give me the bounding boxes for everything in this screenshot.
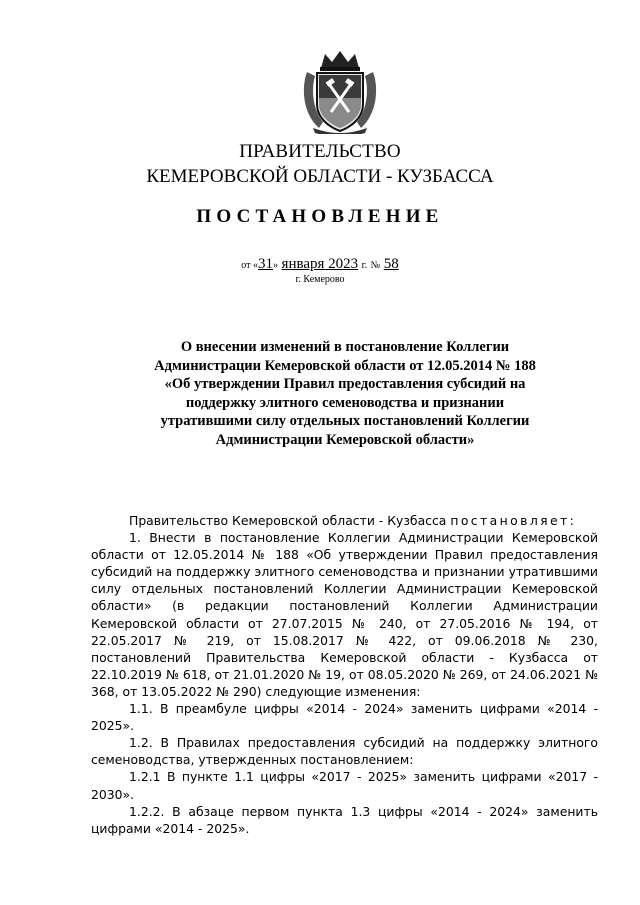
body-paragraph-1-2-1: 1.2.1 В пункте 1.1 цифры «2017 - 2025» заменить цифрами «2017 - 2030». — [91, 769, 598, 802]
date-year-suffix: г. — [361, 260, 368, 271]
body-paragraph-1-2: 1.2. В Правилах предоставления субсидий на поддержку элитного семеноводства, утвержденных постановлением: — [91, 735, 598, 768]
city-label: г. Кемерово — [295, 274, 345, 285]
date-month-year: января 2023 — [281, 256, 359, 272]
body-paragraph-1-2-2: 1.2.2. В абзаце первом пункта 1.3 цифры «2014 - 2024» заменить цифрами «2014 - 2025». — [91, 803, 598, 836]
body-paragraph-1: 1. Внести в постановление Коллегии Администрации Кемеровской области от 12.05.2014 № 188 «Об утверждении Правил предоставления субсидий на поддержку элитного семеноводства и признании утратившими силу отдельных постановлений Коллегии Администрации Кемеровской области» (в редакции постановлений Коллегии Администрации Кемеровской области от 27.07.2015 № 240, от 27.05.2016 № 194, от 22.05.2017 № 219, от 15.08.2017 № 422, от 09.06.2018 № 230, постановлений Правительства Кемеровской области - Кузбасса от 22.10.2019 № 618, от 21.01.2020 № 19, от 08.05.2020 № 269, от 24.06.2021 № 368, от 13.05.2022 № 290) следующие изменения: — [91, 530, 598, 699]
number-label: № — [370, 260, 381, 271]
body-paragraph-1-1: 1.1. В преамбуле цифры «2014 - 2024» заменить цифрами «2014 - 2025». — [91, 701, 598, 734]
intro-colon: : — [569, 513, 574, 528]
kemerovo-coat-of-arms-icon — [299, 48, 381, 134]
government-name-line2: КЕМЕРОВСКОЙ ОБЛАСТИ - КУЗБАССА — [146, 166, 494, 187]
intro-prefix: Правительство Кемеровской области - Кузбасса — [129, 513, 451, 528]
date-day: 31 — [258, 256, 274, 272]
government-name-line1: ПРАВИТЕЛЬСТВО — [239, 141, 401, 162]
document-number: 58 — [383, 256, 399, 272]
intro-verb: постановляет — [450, 513, 570, 528]
intro-paragraph — [91, 512, 598, 529]
document-body — [91, 512, 598, 837]
document-type-heading: ПОСТАНОВЛЕНИЕ — [196, 206, 444, 227]
document-title: О внесении изменений в постановление Коллегии Администрации Кемеровской области от 12.05.2014 № 188 «Об утверждении Правил предоставления субсидий на поддержку элитного семеноводства и признании утратившими силу отдельных постановлений Коллегии Администрации Кемеровской области» — [154, 339, 536, 448]
date-number-line — [0, 256, 640, 273]
date-from-label: от « — [241, 260, 259, 271]
date-quote-close: » — [273, 260, 279, 271]
